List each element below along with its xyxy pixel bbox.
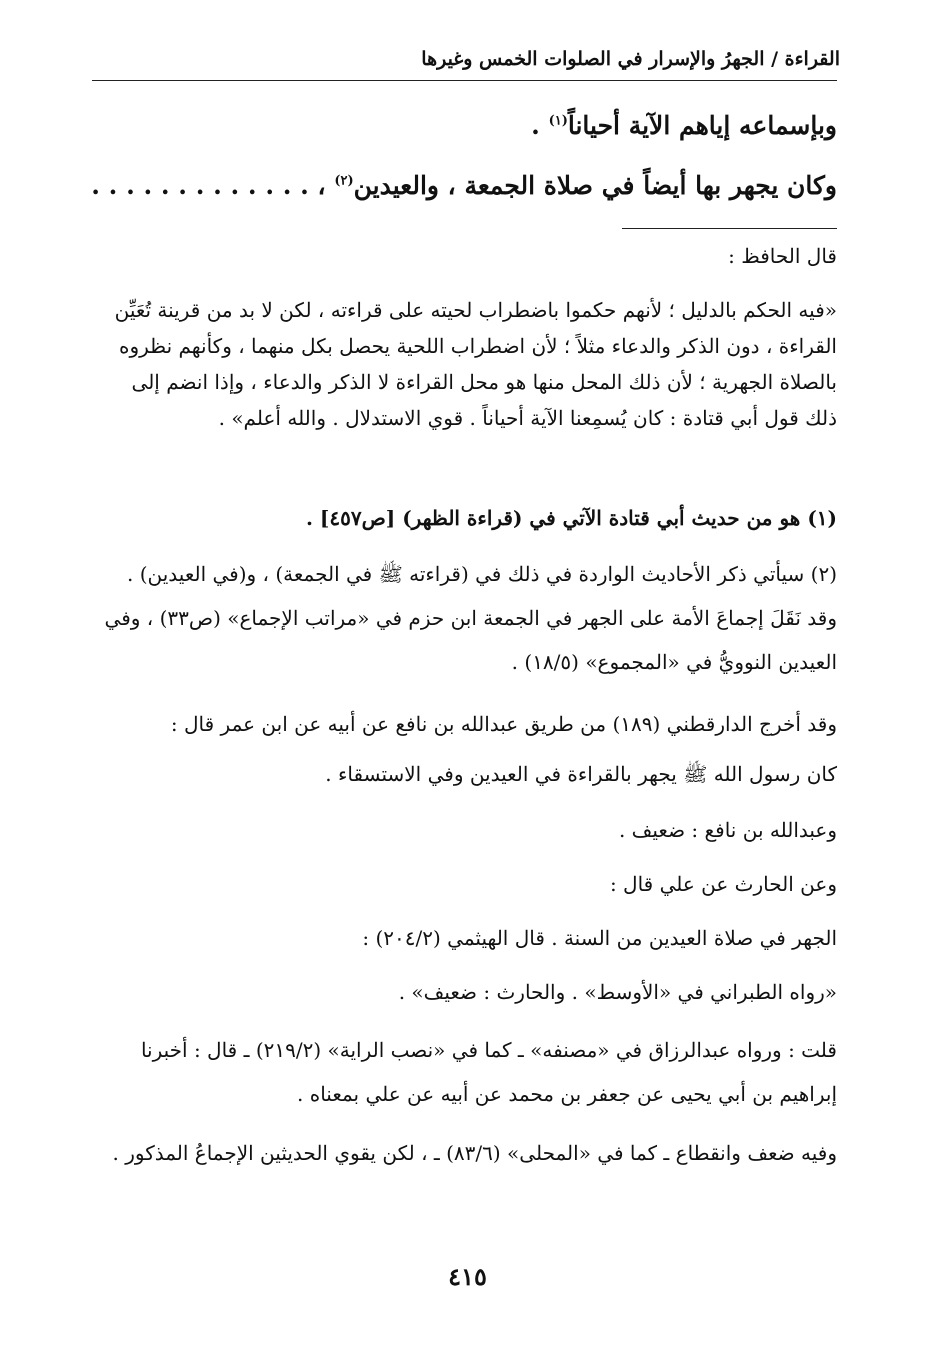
footnote-2-narrator-grade: وعبدالله بن نافع : ضعيف .	[618, 818, 837, 842]
commentary-intro: قال الحافظ :	[728, 244, 837, 268]
footnote-separator-rule	[622, 228, 837, 229]
commentary-quote: «فيه الحكم بالدليل ؛ لأنهم حكموا باضطراب لحيته على قراءته ، لكن لا بد من قرينة تُعَيِّن القراءة ، دون الذكر والدعاء مثلاً ؛ لأن اضطراب اللحية يحصل بكل منهما ، وكأنهم نظروه بالصلاة الجهرية ؛ لأن ذلك المحل منها هو محل القراءة لا الذكر والدعاء ، وإذا انضم إلى ذلك قول أبي قتادة : كان يُسمِعنا الآية أحياناً . قوي الاستدلال . والله أعلم» .	[114, 298, 837, 430]
main-text-line-1-end: .	[531, 111, 549, 140]
footnote-2-hadith-text: كان رسول الله ﷺ يجهر بالقراءة في العيدين وفي الاستسقاء .	[325, 762, 837, 786]
header-rule	[92, 80, 837, 81]
main-text-line-1-text: وبإسماعه إياهم الآية أحياناً	[567, 111, 837, 140]
footnote-2: (٢) سيأتي ذكر الأحاديث الواردة في ذلك في (قراءته ﷺ في الجمعة) ، و(في العيدين) . وقد نَقَلَ إجماعَ الأمة على الجهر في الجمعة ابن حزم في «مراتب الإجماع» (ص٣٣) ، وفي العيدين النوويُّ في «المجموع» (١٨/٥) .	[104, 562, 837, 674]
footnote-2-conclusion: وفيه ضعف وانقطاع ـ كما في «المحلى» (٨٣/٦) ـ ، لكن يقوي الحديثين الإجماعُ المذكور .	[112, 1141, 837, 1165]
main-text-line-2-end: ، . . . . . . . . . . . . .	[91, 171, 335, 200]
footnote-2-tabarani: «رواه الطبراني في «الأوسط» . والحارث : ضعيف» .	[398, 980, 837, 1004]
page-number: ٤١٥	[448, 1262, 487, 1291]
footnote-2-abdurrazzaq: قلت : ورواه عبدالرزاق في «مصنفه» ـ كما في «نصب الراية» (٢١٩/٢) ـ قال : أخبرنا إبراهيم بن أبي يحيى عن جعفر بن محمد عن أبيه عن علي بمعناه .	[140, 1038, 837, 1106]
main-text-line-2-text: وكان يجهر بها أيضاً في صلاة الجمعة ، والعيدين	[353, 171, 837, 200]
footnote-ref-2[interactable]: (٢)	[334, 173, 354, 189]
running-header: القراءة / الجهرُ والإسرار في الصلوات الخمس وغيرها	[421, 48, 840, 70]
footnote-ref-1[interactable]: (١)	[548, 113, 568, 129]
footnote-1: (١) هو من حديث أبي قتادة الآتي في (قراءة الظهر) [ص٤٥٧] .	[305, 506, 837, 530]
main-text-line-2	[90, 160, 837, 212]
footnote-2-harith-intro: وعن الحارث عن علي قال :	[609, 872, 837, 896]
main-text-line-1	[90, 100, 837, 152]
footnote-2-harith-text: الجهر في صلاة العيدين من السنة . قال الهيثمي (٢٠٤/٢) :	[362, 926, 837, 950]
footnote-2-daraqutni: وقد أخرج الدارقطني (١٨٩) من طريق عبدالله بن نافع عن أبيه عن ابن عمر قال :	[170, 712, 837, 736]
